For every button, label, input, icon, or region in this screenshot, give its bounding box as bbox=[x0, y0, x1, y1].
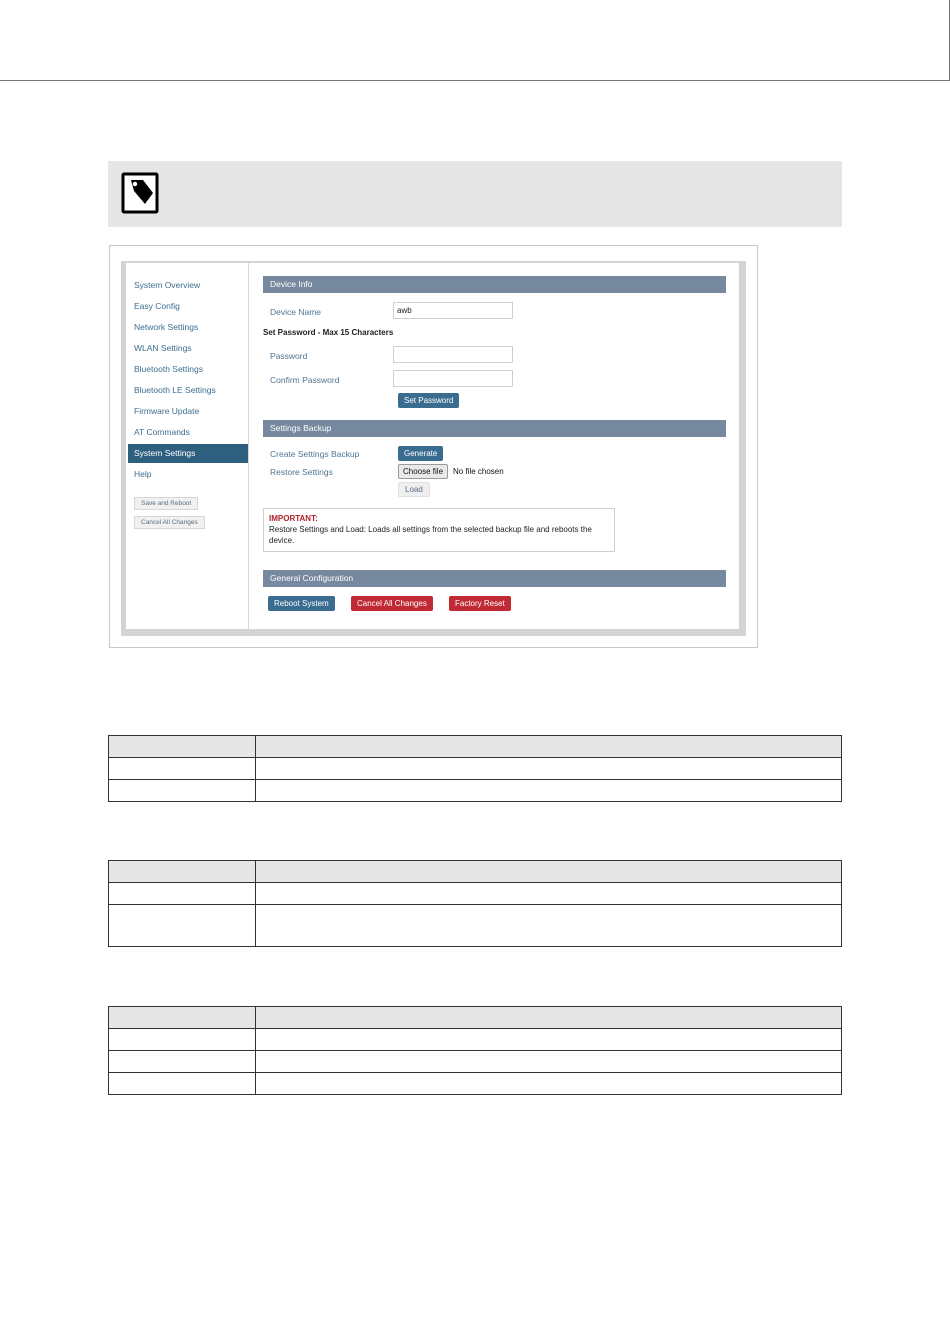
save-and-reboot-button[interactable]: Save and Reboot bbox=[134, 497, 198, 510]
table-3 bbox=[108, 1006, 842, 1095]
screenshot-frame bbox=[109, 245, 758, 648]
sidebar bbox=[126, 263, 249, 629]
table-1 bbox=[108, 735, 842, 802]
sidebar-item-wlan-settings[interactable]: WLAN Settings bbox=[134, 343, 192, 353]
table-header-row bbox=[109, 1007, 842, 1029]
sidebar-item-at-commands[interactable]: AT Commands bbox=[134, 427, 190, 437]
sidebar-item-firmware-update[interactable]: Firmware Update bbox=[134, 406, 200, 416]
table-row bbox=[109, 1073, 842, 1095]
settings-content bbox=[249, 263, 739, 629]
note-tag-icon bbox=[121, 171, 161, 215]
header-rule bbox=[0, 80, 950, 81]
reboot-system-button[interactable]: Reboot System bbox=[268, 596, 335, 611]
password-label: Password bbox=[270, 351, 308, 361]
no-file-chosen-text: No file chosen bbox=[453, 467, 504, 476]
sidebar-item-system-settings[interactable]: System Settings bbox=[128, 444, 248, 463]
settings-backup-header: Settings Backup bbox=[263, 420, 726, 437]
table-row bbox=[109, 1051, 842, 1073]
generate-button[interactable]: Generate bbox=[398, 446, 443, 461]
set-password-button[interactable]: Set Password bbox=[398, 393, 459, 408]
device-info-header: Device Info bbox=[263, 276, 726, 293]
password-input[interactable] bbox=[393, 346, 513, 363]
table-row bbox=[109, 1029, 842, 1051]
cancel-all-changes-button[interactable]: Cancel All Changes bbox=[351, 596, 433, 611]
important-note bbox=[263, 508, 615, 552]
load-button[interactable]: Load bbox=[398, 482, 430, 497]
table-row bbox=[109, 883, 842, 905]
create-backup-label: Create Settings Backup bbox=[270, 449, 360, 459]
sidebar-item-bluetooth-settings[interactable]: Bluetooth Settings bbox=[134, 364, 203, 374]
important-text: Restore Settings and Load: Loads all settings from the selected backup file and reboots the device. bbox=[269, 525, 592, 545]
sidebar-item-network-settings[interactable]: Network Settings bbox=[134, 322, 199, 332]
table-row bbox=[109, 905, 842, 947]
table-header-row bbox=[109, 861, 842, 883]
general-config-header: General Configuration bbox=[263, 570, 726, 587]
restore-settings-label: Restore Settings bbox=[270, 467, 333, 477]
table-header-row bbox=[109, 736, 842, 758]
web-ui-panel bbox=[126, 263, 739, 629]
note-box bbox=[108, 161, 842, 227]
sidebar-cancel-all-button[interactable]: Cancel All Changes bbox=[134, 516, 205, 529]
screenshot-backdrop bbox=[121, 261, 746, 636]
sidebar-item-easy-config[interactable]: Easy Config bbox=[134, 301, 180, 311]
confirm-password-input[interactable] bbox=[393, 370, 513, 387]
device-name-label: Device Name bbox=[270, 307, 322, 317]
sidebar-item-bluetooth-le-settings[interactable]: Bluetooth LE Settings bbox=[134, 385, 216, 395]
set-password-heading: Set Password - Max 15 Characters bbox=[263, 328, 394, 337]
device-name-input[interactable]: awb bbox=[393, 302, 513, 319]
table-row bbox=[109, 780, 842, 802]
confirm-password-label: Confirm Password bbox=[270, 375, 340, 385]
factory-reset-button[interactable]: Factory Reset bbox=[449, 596, 511, 611]
table-2 bbox=[108, 860, 842, 947]
sidebar-item-help[interactable]: Help bbox=[134, 469, 152, 479]
table-row bbox=[109, 758, 842, 780]
important-title: IMPORTANT: bbox=[269, 514, 318, 523]
choose-file-button[interactable]: Choose file bbox=[398, 464, 448, 479]
sidebar-item-system-overview[interactable]: System Overview bbox=[134, 280, 201, 290]
